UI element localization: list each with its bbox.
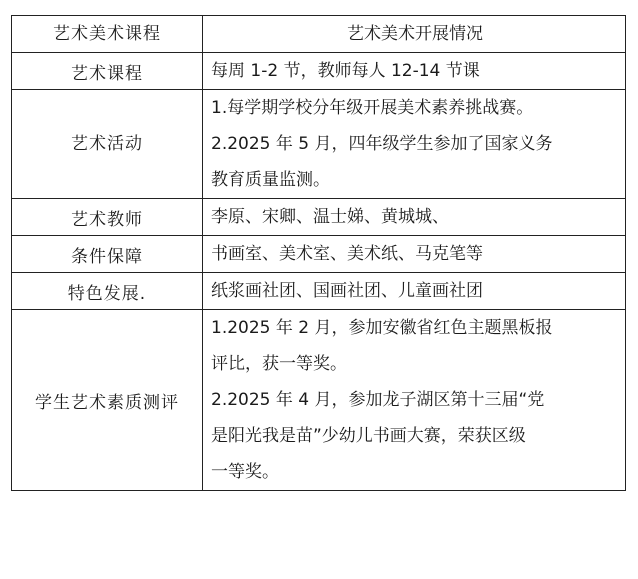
- content-line: 一等奖。: [211, 462, 279, 482]
- header-course: [12, 16, 203, 53]
- content-line: 纸浆画社团、国画社团、儿童画社团: [211, 281, 483, 301]
- row-label: [12, 90, 203, 199]
- row-content: [203, 90, 626, 199]
- row-label: 艺术教师: [12, 199, 203, 236]
- content-line: 教育质量监测。: [211, 170, 330, 190]
- row-content: [203, 273, 626, 310]
- table-header-row: [12, 16, 626, 53]
- arts-table: [11, 15, 626, 491]
- row-content: [203, 236, 626, 273]
- content-line: 书画室、美术室、美术纸、马克笔等: [211, 244, 483, 264]
- row-label: 学生艺术素质测评: [12, 310, 203, 491]
- row-label: 条件保障: [12, 236, 203, 273]
- content-line: 2.2025 年 4 月，参加龙子湖区第十三届“党: [211, 390, 545, 410]
- content-line: 1.每学期学校分年级开展美术素养挑战赛。: [211, 98, 534, 118]
- row-content: [203, 53, 626, 90]
- table-row: [12, 273, 626, 310]
- row-content: [203, 310, 626, 491]
- table-row: [12, 310, 626, 491]
- content-line: 1.2025 年 2 月，参加安徽省红色主题黑板报: [211, 318, 553, 338]
- row-label: 特色发展.: [12, 273, 203, 310]
- content-line: 是阳光我是苗”少幼儿书画大赛，荣获区级: [211, 426, 526, 446]
- content-line: 2.2025 年 5 月，四年级学生参加了国家义务: [211, 134, 553, 154]
- content-line: 评比，获一等奖。: [211, 354, 347, 374]
- row-content: [203, 199, 626, 236]
- header-status-label: 艺术美术开展情况: [347, 24, 483, 44]
- table-row: [12, 199, 626, 236]
- content-line: 每周 1-2 节，教师每人 12-14 节课: [211, 61, 480, 81]
- row-label: 艺术课程: [12, 53, 203, 90]
- table-row: [12, 236, 626, 273]
- content-line: 李原、宋卿、温士娣、黄城城、: [211, 207, 449, 227]
- header-course-label: 艺术美术课程: [53, 24, 161, 44]
- table-row: [12, 90, 626, 199]
- table-row: [12, 53, 626, 90]
- header-status: [203, 16, 626, 53]
- row-label-text: 艺术活动: [71, 134, 143, 154]
